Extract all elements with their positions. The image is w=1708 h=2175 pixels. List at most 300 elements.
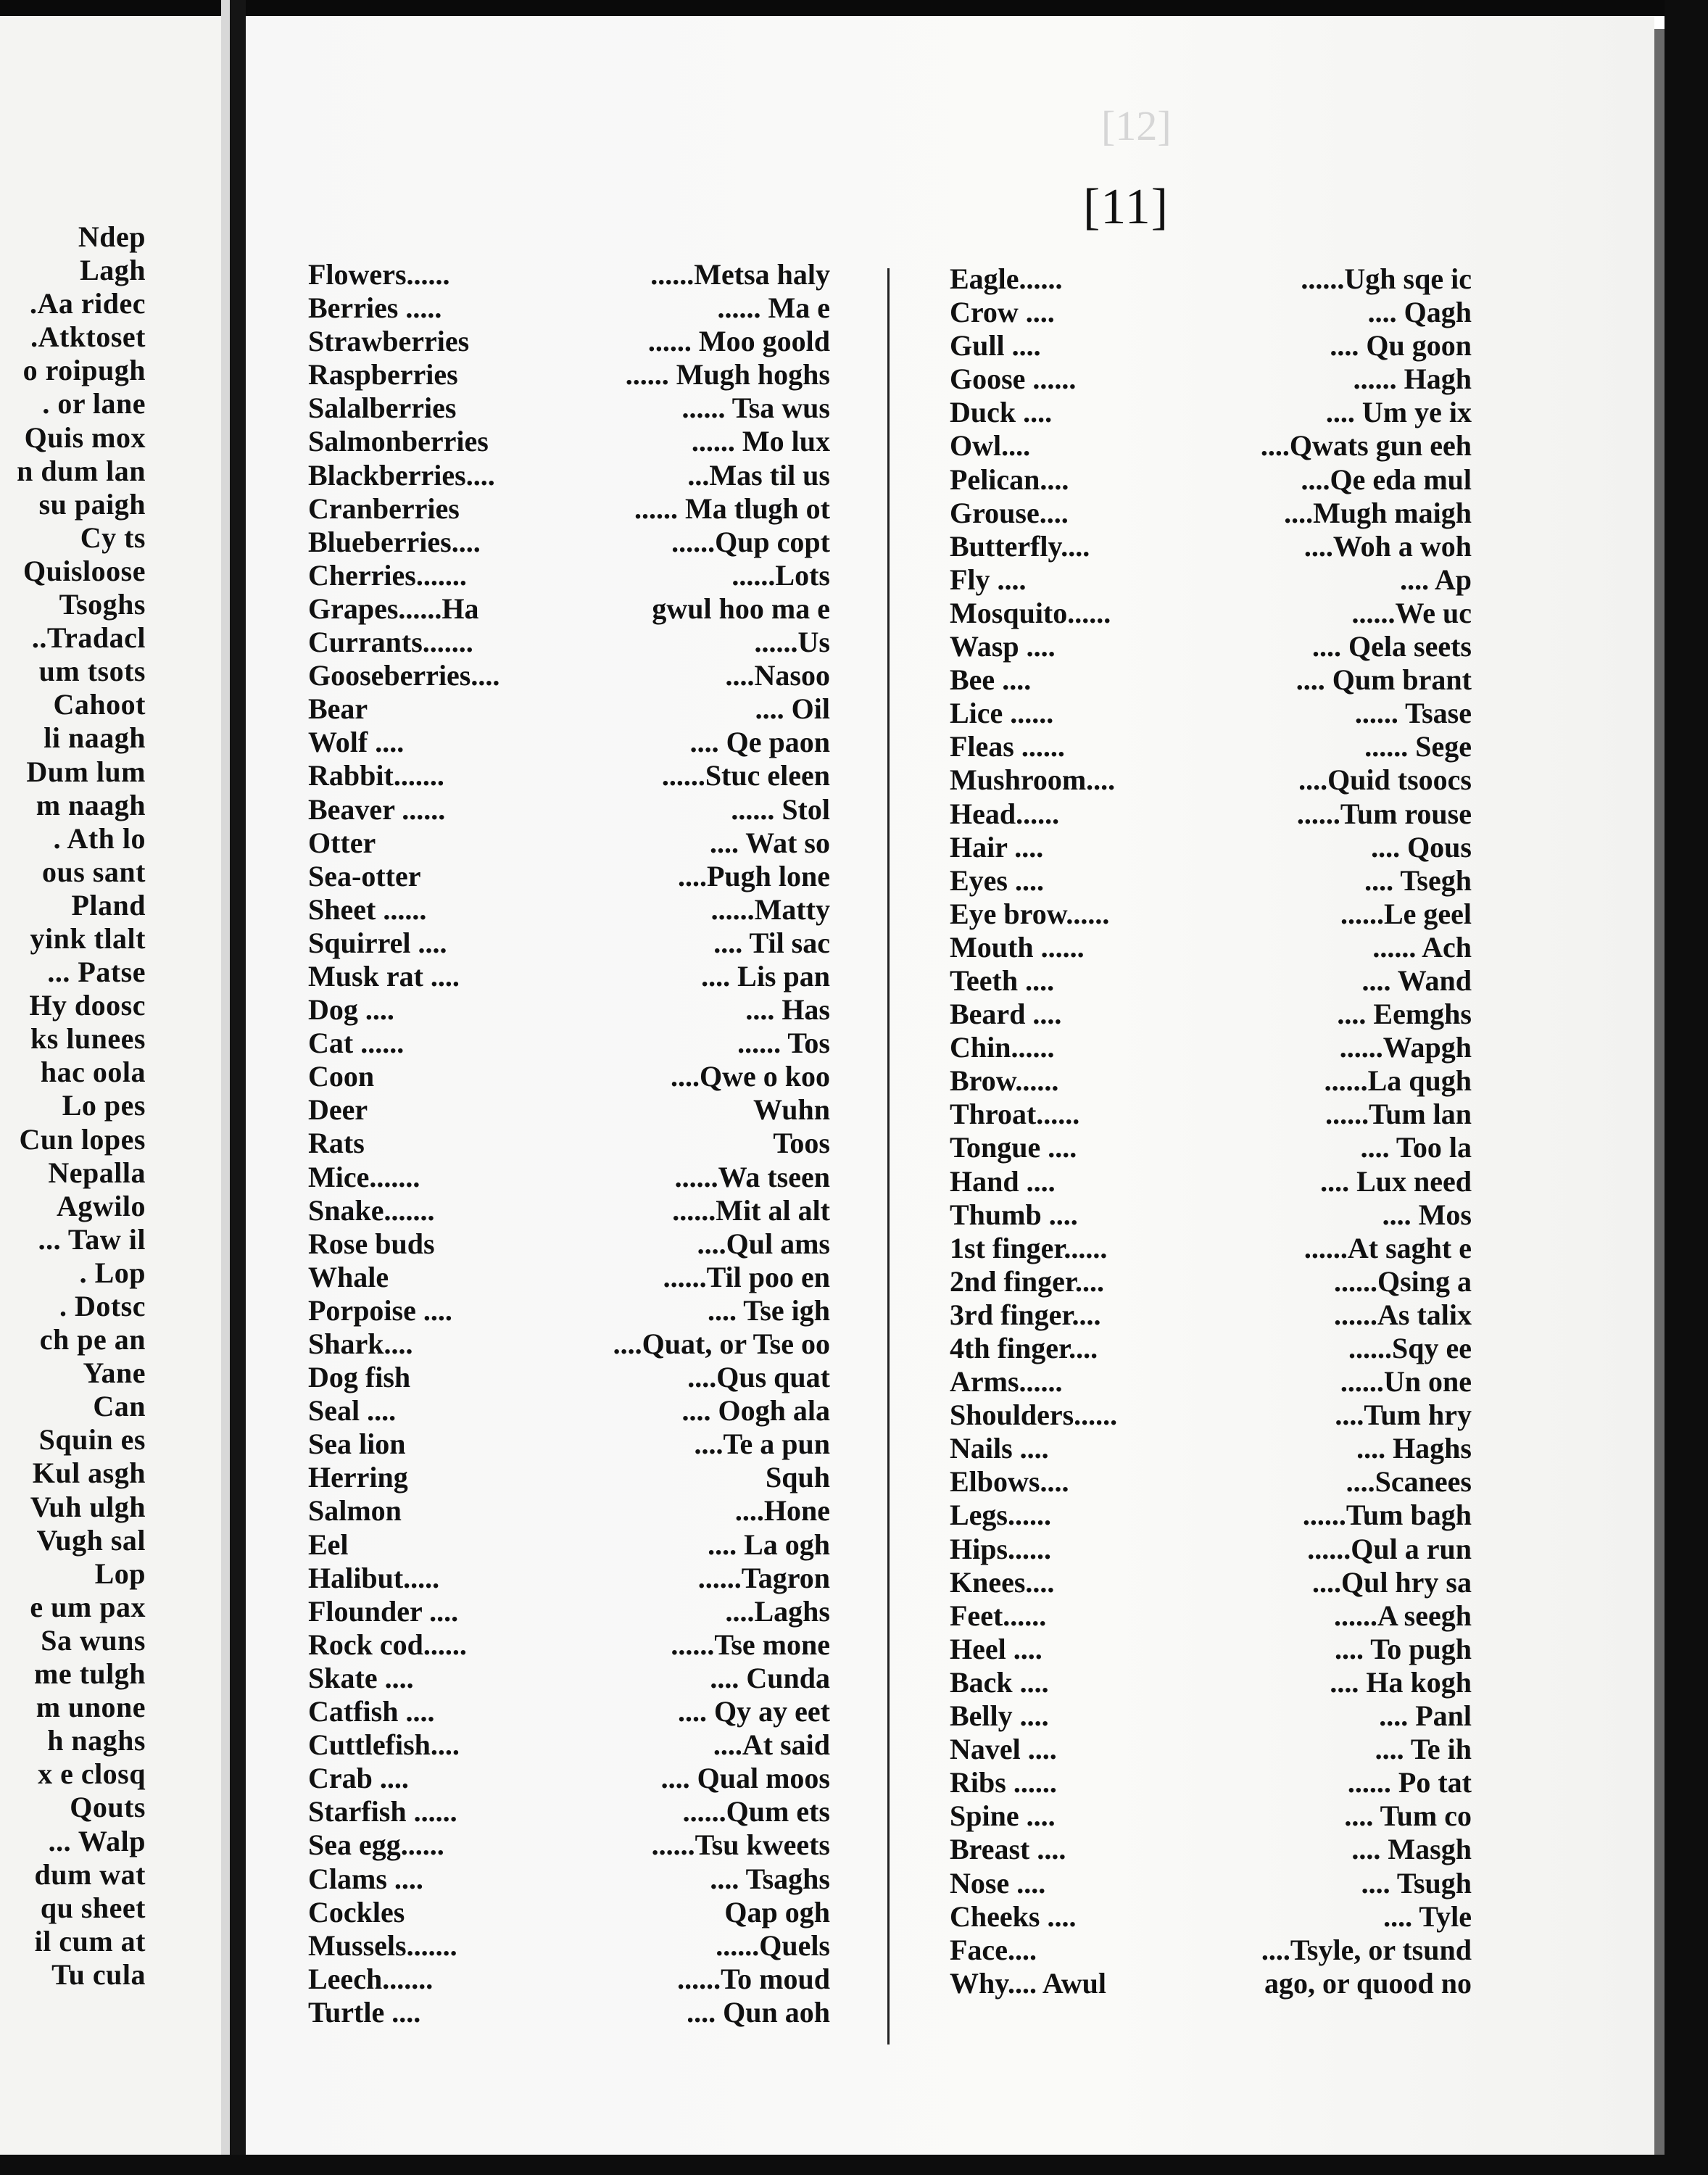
native-translation: ......A seegh bbox=[1334, 1599, 1472, 1632]
vocabulary-row bbox=[950, 1365, 1472, 1399]
vocabulary-row bbox=[308, 1562, 830, 1595]
vocabulary-column-left bbox=[308, 258, 830, 2029]
vocabulary-row bbox=[308, 1093, 830, 1127]
english-word: Leech....... bbox=[308, 1962, 434, 1995]
vocabulary-row bbox=[308, 1863, 830, 1896]
english-word: Wasp .... bbox=[950, 630, 1056, 663]
vocabulary-row bbox=[308, 459, 830, 492]
left-page-line: . Lop bbox=[79, 1256, 146, 1289]
english-word: Blackberries.... bbox=[308, 458, 495, 492]
english-word: 4th finger.... bbox=[950, 1332, 1098, 1364]
english-word: Chin...... bbox=[950, 1031, 1055, 1064]
vocabulary-row bbox=[308, 1027, 830, 1060]
native-translation: ...... Moo goold bbox=[647, 325, 830, 358]
right-border bbox=[1665, 0, 1708, 2175]
native-translation: .... Qela seets bbox=[1312, 630, 1472, 663]
english-word: Head...... bbox=[950, 797, 1060, 830]
english-word: Deer bbox=[308, 1093, 368, 1127]
left-page-line: ... Patse bbox=[47, 956, 146, 989]
left-page-line: h naghs bbox=[47, 1724, 146, 1757]
english-word: Cockles bbox=[308, 1895, 405, 1928]
native-translation: .... To pugh bbox=[1334, 1632, 1472, 1665]
english-word: Strawberries bbox=[308, 325, 470, 358]
english-word: Nails .... bbox=[950, 1432, 1049, 1465]
native-translation: ....Woh a woh bbox=[1303, 529, 1472, 563]
vocabulary-row bbox=[950, 964, 1472, 998]
vocabulary-row bbox=[950, 697, 1472, 730]
native-translation: ......To moud bbox=[677, 1962, 830, 1995]
english-word: Throat...... bbox=[950, 1098, 1080, 1131]
vocabulary-row bbox=[950, 1699, 1472, 1733]
vocabulary-row bbox=[950, 262, 1472, 296]
native-translation: ......Qul a run bbox=[1307, 1532, 1472, 1565]
vocabulary-row bbox=[308, 1327, 830, 1361]
vocabulary-row bbox=[950, 1799, 1472, 1833]
native-translation: .... Oogh ala bbox=[681, 1394, 830, 1428]
native-translation: ......Matty bbox=[710, 892, 830, 926]
left-page-line: ... Taw il bbox=[38, 1222, 146, 1256]
vocabulary-row bbox=[950, 296, 1472, 329]
english-word: Heel .... bbox=[950, 1632, 1042, 1665]
vocabulary-row bbox=[308, 826, 830, 860]
native-translation: ......Mit al alt bbox=[672, 1193, 830, 1227]
left-page-line: Nepalla bbox=[48, 1156, 146, 1189]
native-translation: ......Wa tseen bbox=[674, 1160, 830, 1193]
left-page-line: .Aa ridec bbox=[29, 287, 146, 320]
english-word: Cat ...... bbox=[308, 1027, 405, 1060]
vocabulary-row bbox=[308, 1828, 830, 1862]
vocabulary-row bbox=[950, 1165, 1472, 1198]
english-word: Fleas ...... bbox=[950, 730, 1065, 763]
english-word: Feet...... bbox=[950, 1599, 1047, 1632]
native-translation: ...... Ma e bbox=[717, 291, 830, 325]
vocabulary-row bbox=[950, 1265, 1472, 1298]
native-translation: ......Til poo en bbox=[663, 1260, 830, 1293]
english-word: Mouth ...... bbox=[950, 930, 1085, 964]
english-word: Shoulders...... bbox=[950, 1399, 1118, 1432]
vocabulary-row bbox=[950, 1432, 1472, 1465]
vocabulary-row bbox=[950, 1098, 1472, 1131]
vocabulary-row bbox=[308, 1127, 830, 1160]
vocabulary-row bbox=[950, 1198, 1472, 1232]
english-word: Shark.... bbox=[308, 1327, 413, 1360]
native-translation: ...... Ma tlugh ot bbox=[634, 492, 830, 525]
english-word: Bee .... bbox=[950, 663, 1032, 697]
native-translation: ....Qul ams bbox=[697, 1227, 830, 1260]
vocabulary-row bbox=[950, 1533, 1472, 1566]
native-translation: ......At saght e bbox=[1303, 1231, 1472, 1264]
native-translation: ......Metsa haly bbox=[650, 258, 830, 291]
english-word: Salmon bbox=[308, 1494, 402, 1528]
native-translation: ....Tum hry bbox=[1335, 1399, 1472, 1432]
vocabulary-column-right bbox=[950, 262, 1472, 2000]
left-page-line: Tsoghs bbox=[59, 588, 146, 621]
left-page-line: Sa wuns bbox=[41, 1623, 146, 1657]
english-word: Tongue .... bbox=[950, 1131, 1077, 1164]
native-translation: ......Tum lan bbox=[1325, 1098, 1472, 1131]
native-translation: ....Quat, or Tse oo bbox=[613, 1327, 830, 1360]
left-page-line: hac oola bbox=[40, 1056, 146, 1089]
left-page-line: Dum lum bbox=[26, 755, 146, 788]
vocabulary-row bbox=[308, 726, 830, 759]
english-word: Elbows.... bbox=[950, 1465, 1069, 1499]
native-translation: .... Tsugh bbox=[1361, 1866, 1472, 1900]
vocabulary-row bbox=[950, 329, 1472, 362]
vocabulary-row bbox=[308, 1963, 830, 1996]
vocabulary-row bbox=[308, 1428, 830, 1461]
english-word: Sea lion bbox=[308, 1428, 406, 1461]
english-word: Musk rat .... bbox=[308, 959, 460, 993]
native-translation: ......Qum ets bbox=[682, 1795, 830, 1828]
left-page-line: Lo pes bbox=[62, 1089, 146, 1122]
column-divider bbox=[887, 268, 890, 2044]
english-word: Mosquito...... bbox=[950, 596, 1111, 629]
english-word: Goose ...... bbox=[950, 362, 1077, 396]
english-word: Rock cod...... bbox=[308, 1628, 467, 1661]
vocabulary-row bbox=[950, 1332, 1472, 1365]
left-page-line: Ndep bbox=[78, 220, 146, 253]
native-translation: .... Qual moos bbox=[660, 1762, 830, 1795]
native-translation: gwul hoo ma e bbox=[652, 592, 830, 625]
native-translation: ...... Po tat bbox=[1347, 1766, 1472, 1799]
left-page-line: . or lane bbox=[42, 387, 146, 420]
english-word: Otter bbox=[308, 826, 376, 859]
left-page-line: ous sant bbox=[42, 855, 146, 888]
vocabulary-row bbox=[308, 1762, 830, 1795]
native-translation: ....Hone bbox=[734, 1494, 830, 1528]
vocabulary-row bbox=[950, 396, 1472, 429]
native-translation: ....Qwe o koo bbox=[671, 1060, 830, 1093]
english-word: Salalberries bbox=[308, 392, 457, 425]
vocabulary-row bbox=[308, 793, 830, 826]
native-translation: .... Te ih bbox=[1375, 1733, 1472, 1766]
vocabulary-row bbox=[950, 831, 1472, 864]
vocabulary-row bbox=[308, 291, 830, 325]
left-page-line: Yane bbox=[83, 1356, 146, 1390]
vocabulary-row bbox=[308, 358, 830, 392]
vocabulary-row bbox=[950, 1833, 1472, 1866]
english-word: Hand .... bbox=[950, 1164, 1056, 1198]
english-word: Thumb .... bbox=[950, 1198, 1078, 1231]
english-word: Eel bbox=[308, 1528, 349, 1561]
native-translation: ...... Tsa wus bbox=[681, 392, 830, 425]
english-word: Turtle .... bbox=[308, 1995, 421, 2029]
native-translation: ......Tse mone bbox=[671, 1628, 830, 1661]
bottom-border bbox=[0, 2155, 1708, 2175]
vocabulary-row bbox=[950, 1031, 1472, 1064]
english-word: Wolf .... bbox=[308, 726, 405, 759]
english-word: Fly .... bbox=[950, 563, 1027, 596]
left-page-line: Qouts bbox=[70, 1791, 146, 1824]
native-translation: ......Ugh sqe ic bbox=[1301, 262, 1472, 295]
vocabulary-row bbox=[308, 893, 830, 927]
english-word: Beard .... bbox=[950, 998, 1062, 1031]
left-page-line: Can bbox=[93, 1390, 146, 1423]
vocabulary-row bbox=[950, 730, 1472, 763]
vocabulary-row bbox=[308, 1394, 830, 1428]
english-word: Cuttlefish.... bbox=[308, 1728, 460, 1762]
vocabulary-row bbox=[950, 597, 1472, 630]
native-translation: ....Laghs bbox=[725, 1594, 830, 1628]
vocabulary-row bbox=[308, 1294, 830, 1327]
native-translation: .... Cunda bbox=[710, 1661, 830, 1694]
english-word: Sheet ...... bbox=[308, 892, 427, 926]
vocabulary-row bbox=[950, 1733, 1472, 1766]
english-word: Spine .... bbox=[950, 1799, 1056, 1833]
page-edge-shadow bbox=[1654, 29, 1665, 2160]
english-word: Rose buds bbox=[308, 1227, 435, 1260]
english-word: Gooseberries.... bbox=[308, 659, 500, 692]
english-word: Flowers...... bbox=[308, 258, 450, 291]
english-word: Hips...... bbox=[950, 1532, 1052, 1565]
native-translation: ....Nasoo bbox=[725, 659, 830, 692]
native-translation: ....Te a pun bbox=[694, 1428, 830, 1461]
english-word: Raspberries bbox=[308, 358, 458, 392]
native-translation: ......Tum bagh bbox=[1302, 1499, 1472, 1532]
native-translation: .... Qu goon bbox=[1330, 329, 1472, 362]
left-page-line: Agwilo bbox=[57, 1189, 146, 1222]
vocabulary-row bbox=[950, 1232, 1472, 1265]
english-word: Arms...... bbox=[950, 1365, 1063, 1399]
english-word: Mushroom.... bbox=[950, 763, 1116, 797]
native-translation: ...... Hagh bbox=[1353, 362, 1472, 396]
english-word: 1st finger...... bbox=[950, 1231, 1108, 1264]
left-page-line: il cum at bbox=[34, 1924, 146, 1958]
english-word: Hair .... bbox=[950, 830, 1044, 863]
english-word: Sea egg...... bbox=[308, 1828, 444, 1862]
english-word: Catfish .... bbox=[308, 1695, 435, 1728]
english-word: Coon bbox=[308, 1060, 375, 1093]
native-translation: ....Qus quat bbox=[687, 1361, 830, 1394]
english-word: Belly .... bbox=[950, 1699, 1049, 1733]
vocabulary-row bbox=[308, 526, 830, 559]
native-translation: .... Mos bbox=[1382, 1198, 1472, 1231]
english-word: Navel .... bbox=[950, 1733, 1057, 1766]
english-word: Ribs ...... bbox=[950, 1766, 1057, 1799]
english-word: Gull .... bbox=[950, 329, 1041, 362]
native-translation: ......Un one bbox=[1340, 1365, 1472, 1399]
native-translation: ......Us bbox=[754, 626, 830, 659]
native-translation: ....Pugh lone bbox=[677, 859, 830, 892]
left-page-line: . Ath lo bbox=[53, 821, 146, 855]
native-translation: ......Lots bbox=[731, 558, 830, 592]
english-word: Rats bbox=[308, 1127, 365, 1160]
english-word: Porpoise .... bbox=[308, 1293, 452, 1327]
left-page-line: Lagh bbox=[80, 254, 146, 287]
english-word: Owl.... bbox=[950, 429, 1031, 463]
native-translation: ....At said bbox=[713, 1728, 830, 1762]
native-translation: Wuhn bbox=[753, 1093, 830, 1127]
english-word: Mice....... bbox=[308, 1160, 420, 1193]
english-word: Herring bbox=[308, 1461, 408, 1494]
vocabulary-row bbox=[308, 626, 830, 659]
native-translation: .... Panl bbox=[1379, 1699, 1472, 1733]
english-word: 2nd finger.... bbox=[950, 1264, 1105, 1298]
english-word: Snake....... bbox=[308, 1193, 435, 1227]
native-translation: ......As talix bbox=[1334, 1298, 1472, 1331]
vocabulary-row bbox=[308, 392, 830, 425]
vocabulary-row bbox=[950, 429, 1472, 463]
english-word: Face.... bbox=[950, 1933, 1037, 1966]
left-page-line: Squin es bbox=[38, 1423, 146, 1457]
english-word: Duck .... bbox=[950, 396, 1053, 429]
native-translation: .... Tse igh bbox=[708, 1293, 830, 1327]
english-word: Crow .... bbox=[950, 296, 1055, 329]
vocabulary-row bbox=[308, 1728, 830, 1762]
vocabulary-row bbox=[308, 1227, 830, 1261]
left-page-line: Pland bbox=[71, 888, 146, 921]
vocabulary-row bbox=[308, 1461, 830, 1494]
native-translation: .... Qous bbox=[1371, 830, 1472, 863]
vocabulary-row bbox=[950, 630, 1472, 663]
left-page-line: e um pax bbox=[30, 1590, 146, 1623]
left-page-line: li naagh bbox=[43, 721, 146, 755]
native-translation: .... Qun aoh bbox=[687, 1995, 830, 2029]
english-word: Knees.... bbox=[950, 1565, 1055, 1599]
english-word: Grouse.... bbox=[950, 496, 1069, 529]
left-page-line: . Dotsc bbox=[59, 1290, 146, 1322]
left-page-line: dum wat bbox=[34, 1857, 146, 1891]
english-word: Mussels....... bbox=[308, 1928, 457, 1962]
vocabulary-row bbox=[308, 1896, 830, 1929]
vocabulary-row bbox=[950, 998, 1472, 1031]
english-word: Pelican.... bbox=[950, 463, 1069, 496]
native-translation: .... Tum co bbox=[1344, 1799, 1472, 1833]
left-page-line: ch pe an bbox=[39, 1323, 146, 1356]
native-translation: ...Mas til us bbox=[687, 458, 830, 492]
native-translation: ......We uc bbox=[1351, 596, 1472, 629]
left-page-line: qu sheet bbox=[40, 1891, 146, 1924]
vocabulary-row bbox=[308, 1361, 830, 1394]
native-translation: ...... Sege bbox=[1364, 730, 1472, 763]
native-translation: .... Too la bbox=[1360, 1131, 1472, 1164]
native-translation: ....Qwats gun eeh bbox=[1260, 429, 1472, 463]
left-page-line: Tu cula bbox=[51, 1958, 146, 1991]
native-translation: .... Til sac bbox=[713, 926, 830, 959]
english-word: Brow...... bbox=[950, 1064, 1059, 1098]
native-translation: ......Quels bbox=[716, 1928, 830, 1962]
gutter-shadow bbox=[221, 0, 230, 2175]
vocabulary-row bbox=[308, 1662, 830, 1695]
vocabulary-row bbox=[950, 1633, 1472, 1666]
native-translation: .... Um ye ix bbox=[1325, 396, 1472, 429]
native-translation: ago, or quood no bbox=[1264, 1966, 1472, 2000]
vocabulary-row bbox=[950, 1967, 1472, 2000]
vocabulary-row bbox=[950, 1465, 1472, 1499]
native-translation: .... Haghs bbox=[1356, 1432, 1472, 1465]
native-translation: ...... Tos bbox=[737, 1027, 830, 1060]
native-translation: ....Quid tsoocs bbox=[1298, 763, 1472, 797]
english-word: Dog .... bbox=[308, 993, 394, 1027]
english-word: Bear bbox=[308, 692, 368, 726]
english-word: Cheeks .... bbox=[950, 1900, 1077, 1933]
page-number: [11] bbox=[1083, 179, 1169, 235]
vocabulary-row bbox=[950, 463, 1472, 497]
native-translation: .... Has bbox=[745, 993, 830, 1027]
left-page-line: yink tlalt bbox=[30, 921, 146, 955]
english-word: Skate .... bbox=[308, 1661, 414, 1694]
vocabulary-row bbox=[950, 1131, 1472, 1164]
native-translation: .... Oil bbox=[755, 692, 830, 726]
native-translation: .... Ap bbox=[1400, 563, 1472, 596]
left-page-line: m naagh bbox=[36, 788, 146, 821]
english-word: Clams .... bbox=[308, 1862, 423, 1895]
vocabulary-row bbox=[950, 763, 1472, 797]
vocabulary-row bbox=[308, 1628, 830, 1662]
english-word: Whale bbox=[308, 1260, 389, 1293]
english-word: Flounder .... bbox=[308, 1594, 459, 1628]
vocabulary-row bbox=[950, 563, 1472, 597]
english-word: Cranberries bbox=[308, 492, 460, 525]
english-word: Beaver ...... bbox=[308, 792, 446, 826]
left-page-line: Cy ts bbox=[80, 521, 146, 554]
vocabulary-row bbox=[950, 530, 1472, 563]
left-page-line: Vuh ulgh bbox=[30, 1490, 146, 1523]
native-translation: .... Qum brant bbox=[1295, 663, 1472, 697]
english-word: 3rd finger.... bbox=[950, 1298, 1101, 1331]
vocabulary-row bbox=[308, 860, 830, 893]
show-through-page-number: [12] bbox=[1101, 102, 1172, 149]
vocabulary-row bbox=[950, 1599, 1472, 1633]
native-translation: ......Qup copt bbox=[671, 525, 830, 558]
native-translation: .... Wat so bbox=[710, 826, 830, 859]
native-translation: .... Tyle bbox=[1383, 1900, 1472, 1933]
left-page-line: Lop bbox=[94, 1557, 146, 1590]
english-word: Back .... bbox=[950, 1665, 1049, 1699]
native-translation: ......Sqy ee bbox=[1348, 1332, 1472, 1364]
vocabulary-row bbox=[950, 1666, 1472, 1699]
native-translation: .... Lis pan bbox=[701, 959, 830, 993]
english-word: Eye brow...... bbox=[950, 897, 1110, 930]
native-translation: ...... Mo lux bbox=[691, 425, 830, 458]
native-translation: ......Le geel bbox=[1340, 897, 1472, 930]
native-translation: ....Qul hry sa bbox=[1311, 1565, 1472, 1599]
vocabulary-row bbox=[308, 1060, 830, 1093]
vocabulary-row bbox=[950, 1298, 1472, 1332]
left-page-line: ks lunees bbox=[30, 1022, 146, 1056]
native-translation: ...... Mugh hoghs bbox=[625, 358, 830, 392]
vocabulary-row bbox=[950, 1867, 1472, 1900]
vocabulary-row bbox=[308, 492, 830, 526]
left-page-line: x e closq bbox=[38, 1757, 146, 1791]
native-translation: Toos bbox=[773, 1127, 830, 1160]
native-translation: ......Wapgh bbox=[1339, 1031, 1472, 1064]
english-word: Starfish ...... bbox=[308, 1795, 457, 1828]
vocabulary-row bbox=[950, 1900, 1472, 1934]
english-word: Blueberries.... bbox=[308, 525, 481, 558]
native-translation: .... Tsaghs bbox=[710, 1862, 830, 1895]
left-page-line: me tulgh bbox=[34, 1657, 146, 1691]
english-word: Berries ..... bbox=[308, 291, 442, 325]
vocabulary-row bbox=[950, 1766, 1472, 1799]
native-translation: ....Tsyle, or tsund bbox=[1261, 1933, 1472, 1966]
vocabulary-row bbox=[308, 993, 830, 1027]
native-translation: Squh bbox=[766, 1461, 830, 1494]
vocabulary-row bbox=[950, 362, 1472, 396]
left-page-line: Vugh sal bbox=[36, 1523, 146, 1557]
native-translation: ......Stuc eleen bbox=[661, 759, 830, 792]
vocabulary-row bbox=[950, 1499, 1472, 1532]
native-translation: ....Mugh maigh bbox=[1284, 496, 1472, 529]
english-word: Eyes .... bbox=[950, 863, 1044, 897]
vocabulary-row bbox=[308, 1929, 830, 1963]
left-page-line: o roipugh bbox=[22, 354, 146, 387]
vocabulary-row bbox=[308, 592, 830, 626]
native-translation: ......Tsu kweets bbox=[651, 1828, 830, 1862]
vocabulary-row bbox=[950, 1399, 1472, 1432]
english-word: Why.... Awul bbox=[950, 1966, 1106, 2000]
native-translation: .... Lux need bbox=[1320, 1164, 1472, 1198]
